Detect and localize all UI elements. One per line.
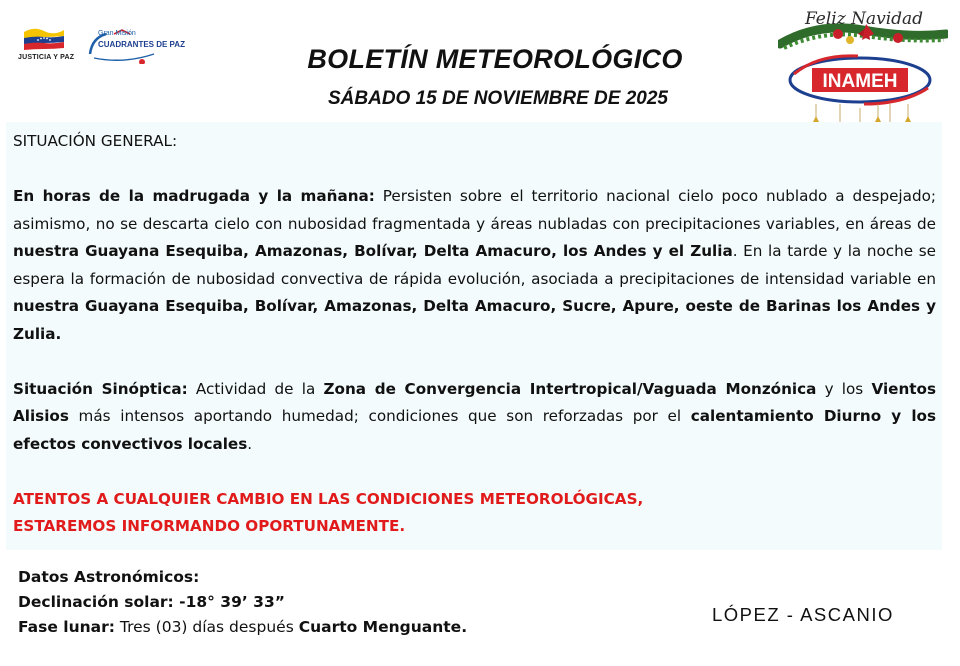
synoptic-zone: Zona de Convergencia Intertropical/Vaguada Monzónica <box>323 379 817 398</box>
bulletin-date: SÁBADO 15 DE NOVIEMBRE DE 2025 <box>328 88 668 109</box>
forecast-lead: En horas de la madrugada y la mañana: <box>13 187 375 205</box>
synoptic-text-2: y los <box>816 379 872 398</box>
synoptic-text-1: Actividad de la <box>187 379 324 398</box>
synoptic-paragraph <box>13 376 936 459</box>
signature: LÓPEZ - ASCANIO <box>712 604 894 625</box>
inameh-text: INAMEH <box>822 71 898 92</box>
forecast-text-2: . En la tarde y la noche se espera la formación de nubosidad convectiva de rápida evolución, asociada a precipitaciones de intensidad variable en <box>13 242 936 288</box>
bulletin-title: BOLETÍN METEOROLÓGICO <box>307 44 683 74</box>
feliz-navidad-text: Feliz Navidad <box>804 9 924 29</box>
moon-phase: Cuarto Menguante. <box>298 618 468 636</box>
astronomical-data <box>18 565 467 640</box>
forecast-text-1: Persisten sobre el territorio nacional cielo poco nublado a despejado; asimismo, no se descarta cielo con nubosidad fragmentada y áreas nubladas con precipitaciones variables, en áreas de <box>13 187 936 233</box>
synoptic-text-3: más intensos aportando humedad; condiciones que son reforzadas por el <box>68 407 691 425</box>
synoptic-winds: Vientos Alisios <box>13 379 936 425</box>
solar-declination: Declinación solar: -18° 39’ 33” <box>18 593 285 611</box>
alert-line-1: ATENTOS A CUALQUIER CAMBIO EN LAS CONDICIONES METEOROLÓGICAS, <box>13 489 644 508</box>
section-heading: SITUACIÓN GENERAL: <box>13 132 178 150</box>
forecast-paragraph <box>13 183 936 348</box>
inameh-logo-icon <box>790 56 930 104</box>
synoptic-text-4: . <box>247 434 253 453</box>
moon-text: Tres (03) días después <box>114 618 299 636</box>
synoptic-lead: Situación Sinóptica: <box>13 379 188 398</box>
cuadrantes-de-paz-label: CUADRANTES DE PAZ <box>98 40 185 49</box>
gran-mision-label: Gran Misión <box>98 30 136 37</box>
synoptic-effects: calentamiento Diurno y los efectos convectivos locales <box>13 407 936 453</box>
forecast-regions-afternoon: nuestra Guayana Esequiba, Bolívar, Amazonas, Delta Amacuro, Sucre, Apure, oeste de Barinas los Andes y Zulia. <box>13 297 936 343</box>
astro-heading: Datos Astronómicos: <box>18 568 200 586</box>
justicia-y-paz-caption: JUSTICIA Y PAZ <box>18 54 75 61</box>
general-situation-section <box>13 128 936 541</box>
moon-lead: Fase lunar: <box>18 618 115 636</box>
alert-line-2: ESTAREMOS INFORMANDO OPORTUNAMENTE. <box>13 517 406 535</box>
moon-phase-line <box>18 615 467 640</box>
forecast-regions-morning: nuestra Guayana Esequiba, Amazonas, Bolívar, Delta Amacuro, los Andes y el Zulia <box>13 242 733 260</box>
